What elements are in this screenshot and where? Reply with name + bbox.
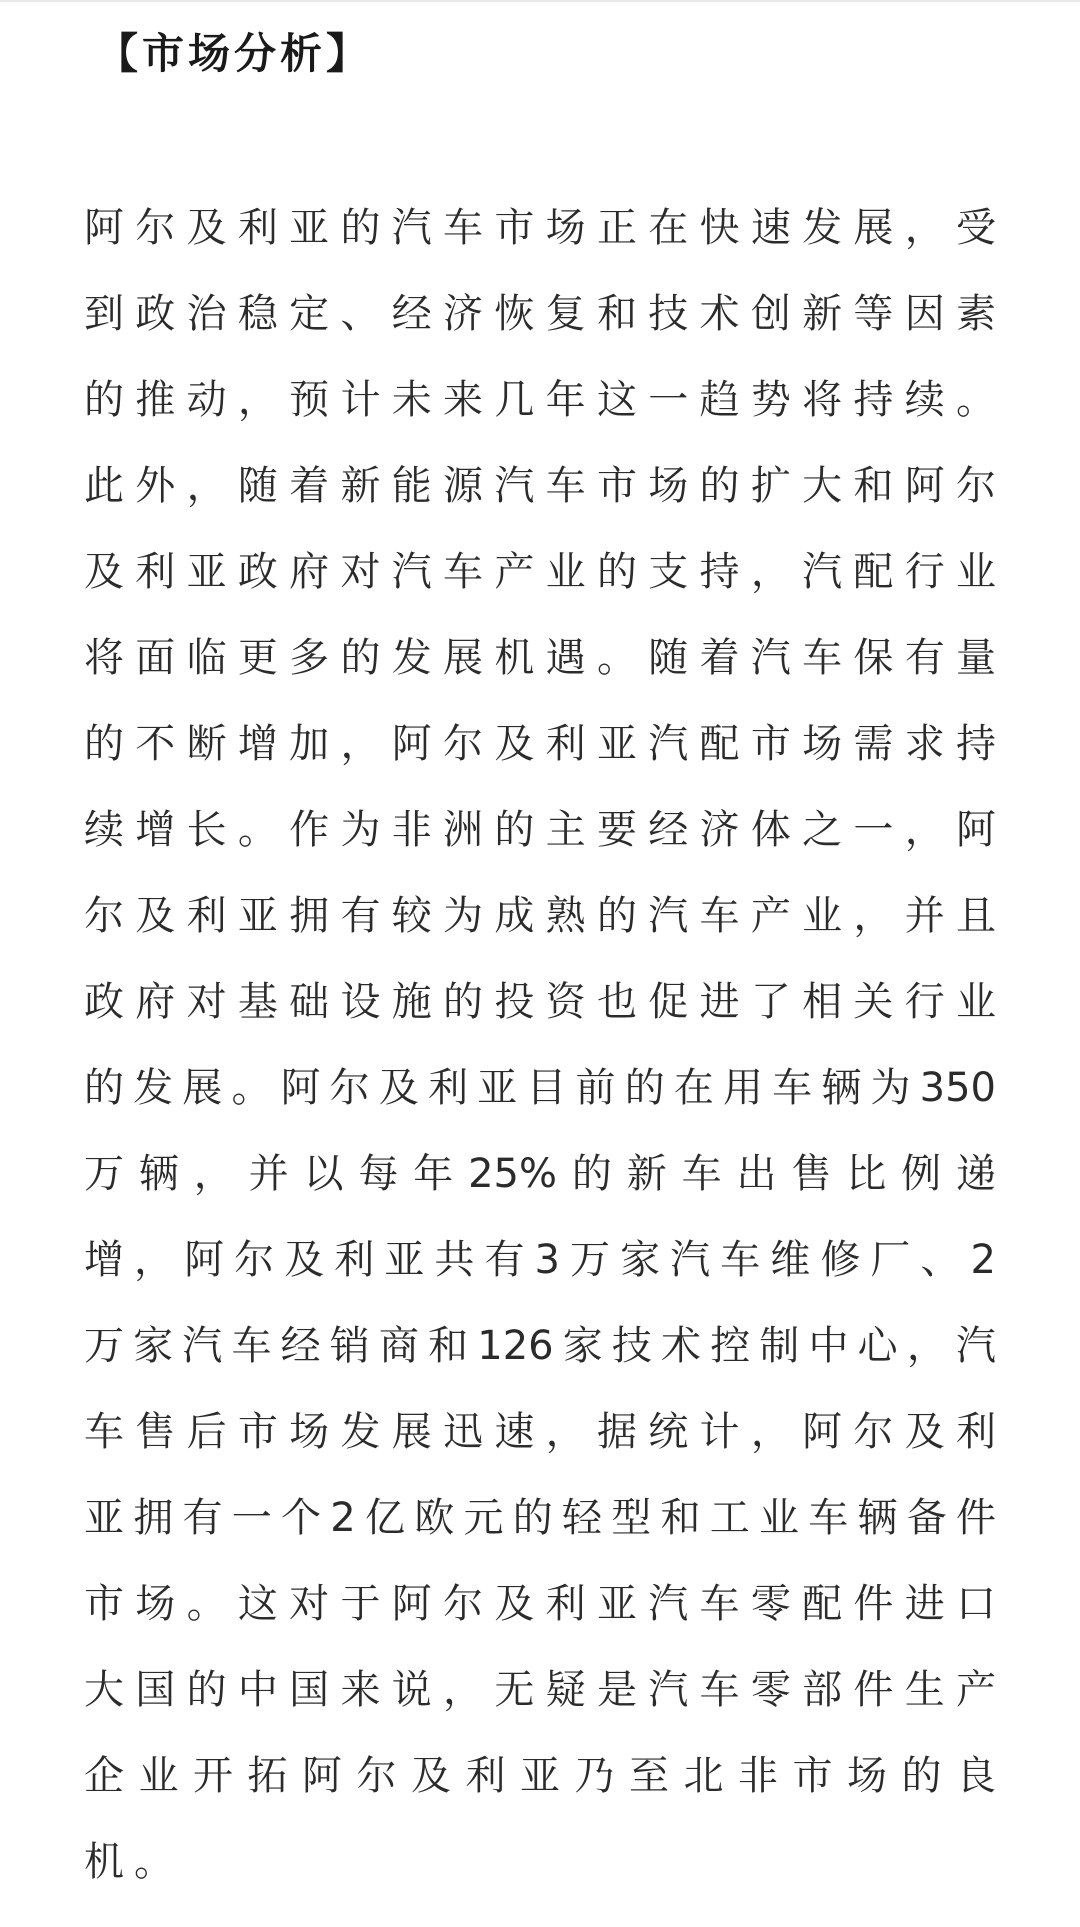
text-line: 机。 bbox=[84, 1839, 184, 1885]
text-line: 亚拥有一个2亿欧元的轻型和工业车辆备件 bbox=[84, 1495, 996, 1541]
text-line: 将面临更多的发展机遇。随着汽车保有量 bbox=[84, 635, 996, 681]
text-line: 的发展。阿尔及利亚目前的在用车辆为350 bbox=[84, 1065, 996, 1111]
section-heading: 【市场分析】 bbox=[96, 29, 373, 78]
text-line: 万家汽车经销商和126家技术控制中心，汽 bbox=[84, 1323, 996, 1369]
text-line: 大国的中国来说，无疑是汽车零部件生产 bbox=[84, 1667, 996, 1713]
text-line: 的推动，预计未来几年这一趋势将持续。 bbox=[84, 377, 996, 423]
text-line: 及利亚政府对汽车产业的支持，汽配行业 bbox=[84, 549, 996, 595]
text-line: 尔及利亚拥有较为成熟的汽车产业，并且 bbox=[84, 893, 996, 939]
text-line: 政府对基础设施的投资也促进了相关行业 bbox=[84, 979, 996, 1025]
text-line: 的不断增加，阿尔及利亚汽配市场需求持 bbox=[84, 721, 996, 767]
top-divider bbox=[0, 0, 1080, 2]
text-line: 企业开拓阿尔及利亚乃至北非市场的良 bbox=[84, 1753, 996, 1799]
text-line: 续增长。作为非洲的主要经济体之一，阿 bbox=[84, 807, 996, 853]
text-line: 此外，随着新能源汽车市场的扩大和阿尔 bbox=[84, 463, 996, 509]
text-line: 万辆，并以每年25%的新车出售比例递 bbox=[84, 1151, 996, 1197]
text-line: 到政治稳定、经济恢复和技术创新等因素 bbox=[84, 291, 996, 337]
text-line: 车售后市场发展迅速，据统计，阿尔及利 bbox=[84, 1409, 996, 1455]
text-line: 增，阿尔及利亚共有3万家汽车维修厂、2 bbox=[84, 1237, 996, 1283]
article-body bbox=[84, 185, 996, 1905]
text-line: 市场。这对于阿尔及利亚汽车零配件进口 bbox=[84, 1581, 996, 1627]
text-line: 阿尔及利亚的汽车市场正在快速发展，受 bbox=[84, 205, 996, 251]
